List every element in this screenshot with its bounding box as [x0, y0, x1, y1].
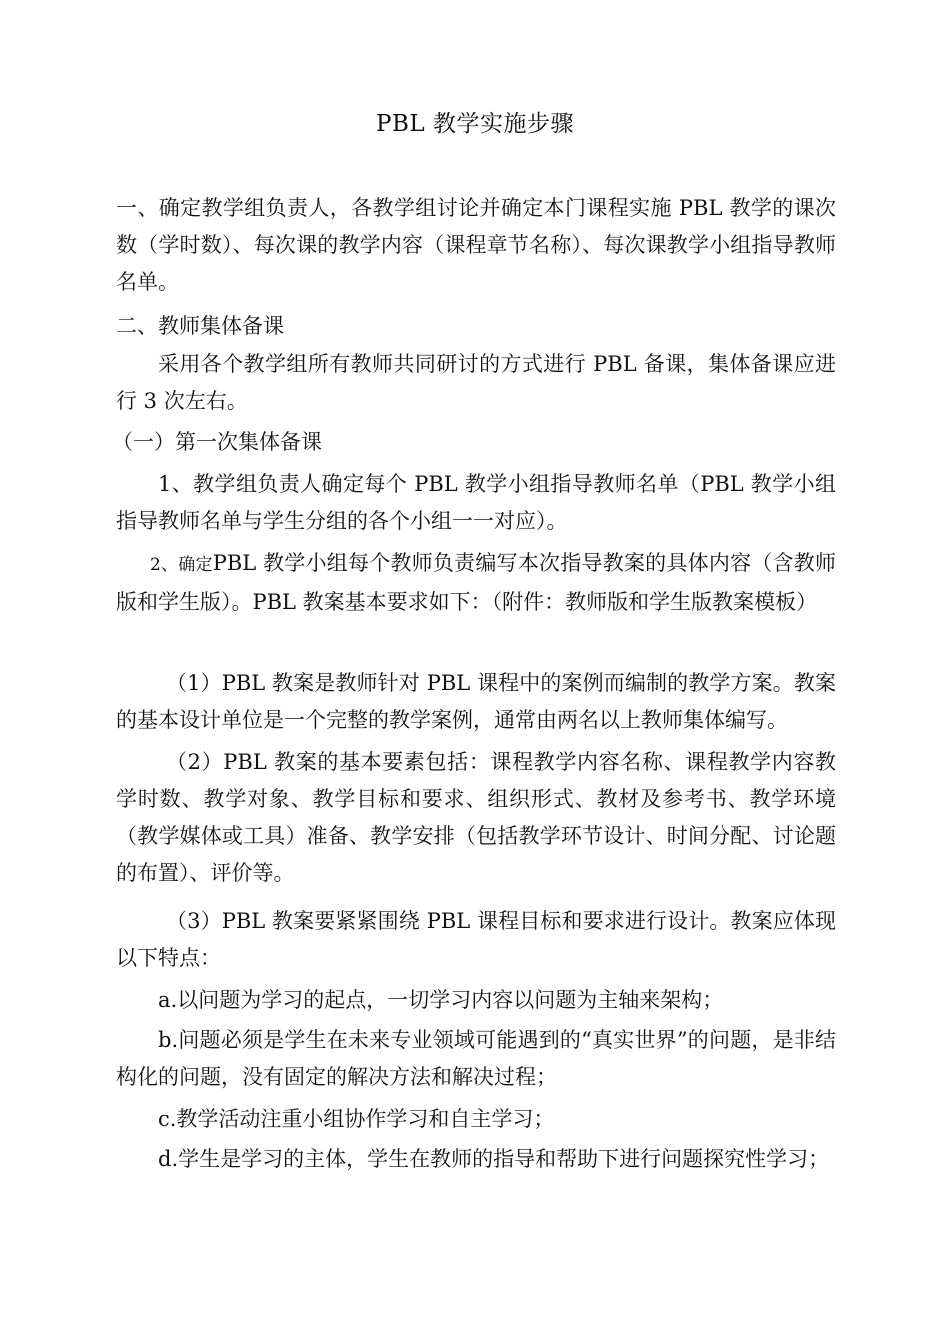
- sub-item-1: （1）PBL 教案是教师针对 PBL 课程中的案例而编制的教学方案。教案的基本设计单位是一个完整的教学案例，通常由两名以上教师集体编写。: [116, 671, 836, 732]
- point-d: d.学生是学习的主体，学生在教师的指导和帮助下进行问题探究性学习；: [158, 1147, 830, 1171]
- point-a: a.以问题为学习的起点，一切学习内容以问题为主轴来架构；: [158, 988, 724, 1012]
- point-b: b.问题必须是学生在未来专业领域可能遇到的“真实世界”的问题，是非结构化的问题，没有固定的解决方法和解决过程；: [116, 1028, 836, 1089]
- subsection-1-heading: （一）第一次集体备课: [112, 430, 322, 454]
- list-item-2: [116, 545, 836, 621]
- section-2-paragraph: 采用各个教学组所有教师共同研讨的方式进行 PBL 备课，集体备课应进行 3 次左右。: [116, 352, 836, 413]
- section-2-heading: 二、教师集体备课: [116, 314, 284, 338]
- list-item-1: 1、教学组负责人确定每个 PBL 教学小组指导教师名单（PBL 教学小组指导教师名单与学生分组的各个小组一一对应）。: [116, 472, 836, 533]
- list-item-2-lead: 2、确定: [150, 555, 213, 575]
- document-title: PBL 教学实施步骤: [376, 111, 574, 137]
- sub-item-2: （2）PBL 教案的基本要素包括：课程教学内容名称、课程教学内容教学时数、教学对象、教学目标和要求、组织形式、教材及参考书、教学环境（教学媒体或工具）准备、教学安排（包括教学环节设计、时间分配、讨论题的布置）、评价等。: [116, 750, 836, 885]
- point-c: c.教学活动注重小组协作学习和自主学习；: [158, 1107, 555, 1131]
- sub-item-3: （3）PBL 教案要紧紧围绕 PBL 课程目标和要求进行设计。教案应体现以下特点：: [116, 909, 836, 970]
- list-item-2-text: PBL 教学小组每个教师负责编写本次指导教案的具体内容（含教师版和学生版）。PBL 教案基本要求如下：（附件：教师版和学生版教案模板）: [116, 551, 836, 614]
- section-1-paragraph: 一、确定教学组负责人，各教学组讨论并确定本门课程实施 PBL 教学的课次数（学时数）、每次课的教学内容（课程章节名称）、每次课教学小组指导教师名单。: [116, 196, 836, 294]
